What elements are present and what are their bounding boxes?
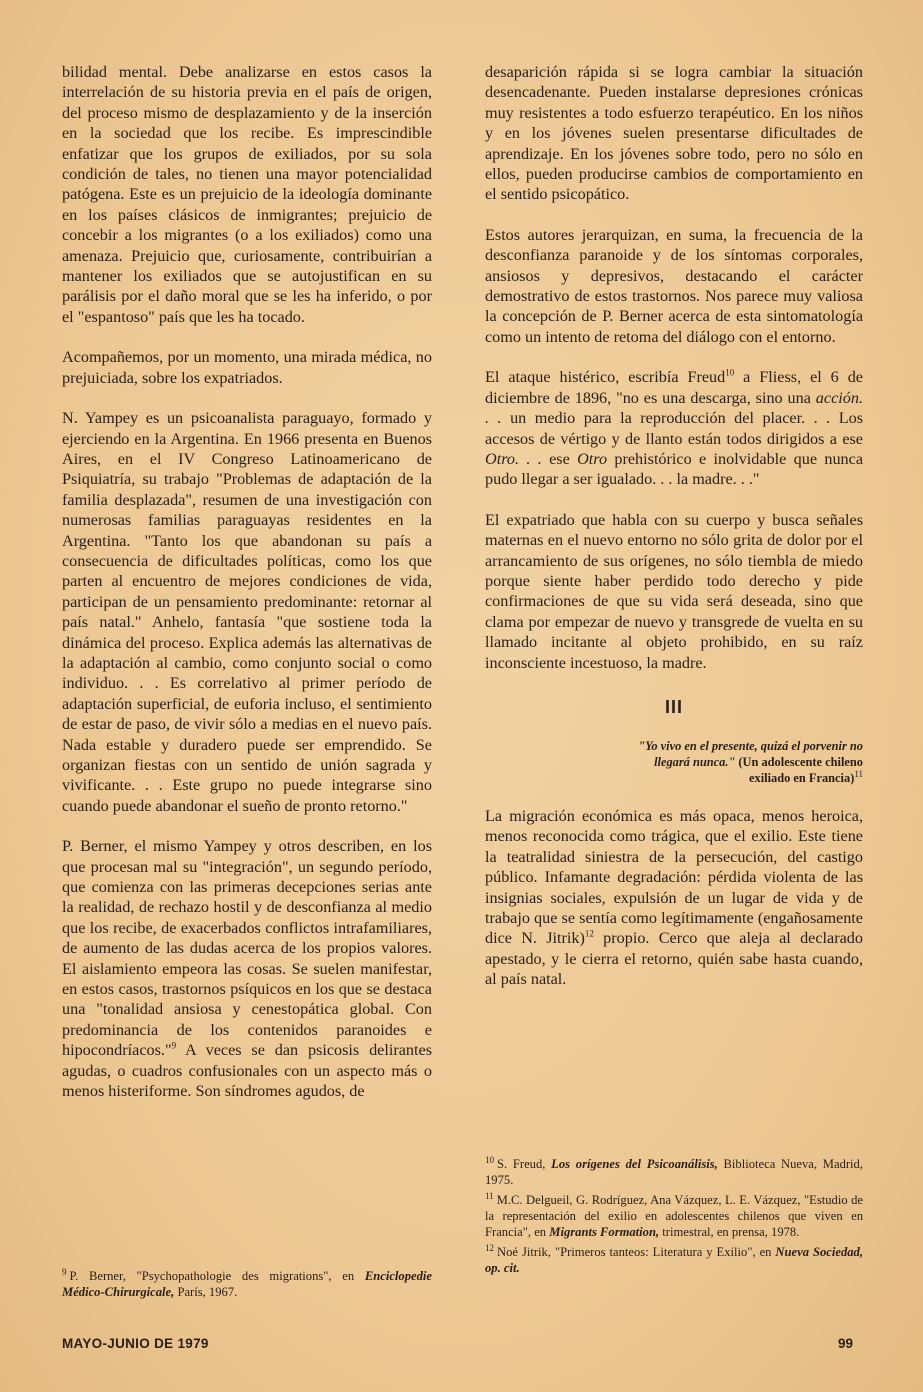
footnote-ref-9: 9 <box>171 1040 177 1051</box>
right-column <box>485 62 863 990</box>
footnote-11-text-a: M.C. Delgueil, G. Rodríguez, Ana Vázquez, L. E. Vázquez, "Estudio de la representación del exilio en adolescentes chilenos que viven en Francia", en <box>485 1193 863 1239</box>
epigraph-source: (Un adolescente chileno exiliado en Francia) <box>735 754 863 785</box>
section-heading-iii: III <box>664 696 683 717</box>
footnotes-right <box>485 1156 863 1280</box>
footnote-11-text-b: trimestral, en prensa, 1978. <box>659 1225 800 1239</box>
footnote-10-marker: 10 <box>485 1154 494 1165</box>
page-number: 99 <box>838 1336 854 1351</box>
right-paragraph-5 <box>485 806 863 990</box>
footnote-10-ref: Los orígenes del Psicoanálisis, <box>551 1157 718 1171</box>
right-paragraph-3-text-b: a Fliess, el 6 de diciembre de 1896, "no es una descarga, sino una <box>485 368 863 407</box>
footnote-10-text-b: Biblioteca Nueva, Madrid, 1975. <box>485 1157 863 1187</box>
footnote-10-text-a: S. Freud, <box>497 1157 552 1171</box>
right-paragraph-3-em-3: Otro <box>577 449 608 468</box>
right-paragraph-3 <box>485 367 863 489</box>
left-paragraph-1: bilidad mental. Debe analizarse en estos casos la interrelación de su historia previa en el país de origen, del proceso mismo de desplazamiento y de la inserción en la sociedad que los recibe. Es imprescindible enfatizar que los grupos de exiliados, por su sola condición de tales, no tienen una mayor potencialidad patógena. Este es un prejuicio de la ideología dominante en los países clásicos de inmigrantes; prejuicio de concebir a los migrantes (o a los exiliados) como una amenaza. Prejuicio que, curiosamente, contribuirían a mantener los exiliados que se autojustifican en su parálisis por el daño moral que se les ha inferido, o por el "espantoso" país que les ha tocado. <box>62 63 432 326</box>
right-paragraph-3-text-e: prehistórico e inolvidable que nunca pudo llegar a ser igualado. . . la madre. . ." <box>485 449 864 489</box>
right-paragraph-3-text-a: El ataque histérico, escribía Freud <box>485 368 726 387</box>
footnote-9-marker: 9 <box>62 1266 67 1277</box>
left-paragraph-4-text-b: A veces se dan psicosis delirantes agudas, o cuadros confusionales con un aspecto más o menos histeriforme. Son síndromes agudos, de <box>62 1041 432 1101</box>
footnote-9-text-b: París, 1967. <box>174 1285 238 1299</box>
footnote-12-ref: Nueva Sociedad, op. cit. <box>485 1245 863 1275</box>
left-paragraph-2: Acompañemos, por un momento, una mirada médica, no prejuiciada, sobre los expatriados. <box>62 348 432 387</box>
footnote-11-ref: Migrants Formation, <box>549 1225 660 1239</box>
right-paragraph-3-em-1: acción. . . <box>485 388 863 428</box>
left-paragraph-4-text-a: P. Berner, el mismo Yampey y otros describen, en los que procesan mal su "integración", un segundo período, que comienza con las primeras decepciones serias ante la realidad, de rechazo hostil y de desconfianza al medio que los recibe, de exacerbados conflictos intrafamiliares, de aumento de las dudas acerca de los propios valores. El aislamiento empeora las cosas. Se suelen manifestar, en estos casos, trastornos psíquicos en los que se destaca una "tonalidad ansiosa y cenestopática global. Con predominancia de los contenidos paranoides e hipocondríacos." <box>62 837 432 1060</box>
footnote-9-text-a: P. Berner, "Psychopathologie des migrations", en <box>69 1269 365 1283</box>
left-column <box>62 62 432 1102</box>
footnote-9-ref: Enciclopedie Médico-Chirurgicale, <box>62 1269 432 1299</box>
footnote-ref-12: 12 <box>584 929 594 940</box>
right-paragraph-3-text-d: ese <box>541 449 578 468</box>
footnote-ref-11: 11 <box>854 768 863 779</box>
footnotes-left <box>62 1268 432 1304</box>
footnote-12 <box>485 1244 863 1276</box>
epigraph <box>635 738 863 786</box>
left-paragraph-3: N. Yampey es un psicoanalista paraguayo, formado y ejerciendo en la Argentina. En 1966 presenta en Buenos Aires, en el IV Congreso Latinoamericano de Psiquiatría, su trabajo "Problemas de adaptación de la familia desplazada", resumen de una investigación con numerosas familias paraguayas residentes en la Argentina. "Tanto los que abandonan su país a consecuencia de dificultades políticas, como los que parten al encuentro de mejores condiciones de vida, participan de un pensamiento predominante: retornar al país natal." Anhelo, fantasía "que sostiene toda la dinámica del proceso. Explica además las alternativas de la adaptación al cambio, como conjunto social o como individuo. . . Es correlativo al primer período de adaptación superficial, de euforia incluso, el sentimiento de estar de paso, de vivir sólo a medias en el nuevo país. Nada estable y duradero puede ser emprendido. Se organizan fiestas con un sentido de unión sagrada y vivificante. . . Este grupo no puede integrarse sino cuando puede abandonar el sueño de pronto retorno." <box>62 409 432 815</box>
footnote-ref-10: 10 <box>725 367 735 378</box>
right-paragraph-4: El expatriado que habla con su cuerpo y busca señales maternas en el nuevo entorno no sólo grita de dolor por el arrancamiento de sus orígenes, no sólo tiembla de miedo porque siente haber perdido todo derecho y pide confirmaciones de que su vida será deseada, sino que clama por empezar de nuevo y transgrede de vuelta en su llamado incitante al objeto prohibido, en su raíz inconsciente incestuoso, la madre. <box>485 510 863 672</box>
right-paragraph-1: desaparición rápida si se logra cambiar la situación desencadenante. Pueden instalarse depresiones crónicas muy resistentes a todo esfuerzo terapéutico. En los niños y en los jóvenes suelen presentarse dificultades de aprendizaje. En los jóvenes sobre todo, pero no sólo en ellos, pueden producirse cambios de comportamiento en el sentido psicopático. <box>485 63 863 204</box>
footnote-9 <box>62 1268 432 1300</box>
right-paragraph-2: Estos autores jerarquizan, en suma, la frecuencia de la desconfianza paranoide y de los síntomas corporales, ansiosos y depresivos, destacando el carácter demostrativo de estos trastornos. Nos parece muy valiosa la concepción de P. Berner acerca de esta sintomatología como un intento de retoma del diálogo con el entorno. <box>485 225 863 346</box>
right-paragraph-3-text-c: un medio para la reproducción del placer. . . Los accesos de vértigo y de llanto están todos dirigidos a ese <box>485 409 863 448</box>
footnote-12-text-a: Noé Jitrik, "Primeros tanteos: Literatura y Exilio", en <box>497 1245 776 1259</box>
right-paragraph-5-text-b: propio. Cerco que aleja al declarado apestado, y le cierra el retorno, quién sabe hasta cuando, al país natal. <box>485 929 863 989</box>
issue-date: MAYO-JUNIO DE 1979 <box>62 1336 209 1351</box>
left-paragraph-4 <box>62 836 432 1101</box>
right-paragraph-5-text-a: La migración económica es más opaca, menos heroica, menos reconocida como trágica, que el exilio. Este tiene la teatralidad siniestra de la persecución, del castigo público. Infamante degradación: pérdida violenta de las insignias sociales, expulsión de un lugar de vida y de trabajo que se sentía como legítimamente (engañosamente dice N. Jitrik) <box>485 806 863 948</box>
right-paragraph-3-em-2: Otro. . . <box>485 449 542 468</box>
footnote-11-marker: 11 <box>485 1190 494 1201</box>
epigraph-quote: "Yo vivo en el presente, quizá el porvenir no llegará nunca." <box>638 738 863 769</box>
footnote-10 <box>485 1156 863 1188</box>
footnote-11 <box>485 1192 863 1240</box>
footnote-12-marker: 12 <box>485 1242 494 1253</box>
